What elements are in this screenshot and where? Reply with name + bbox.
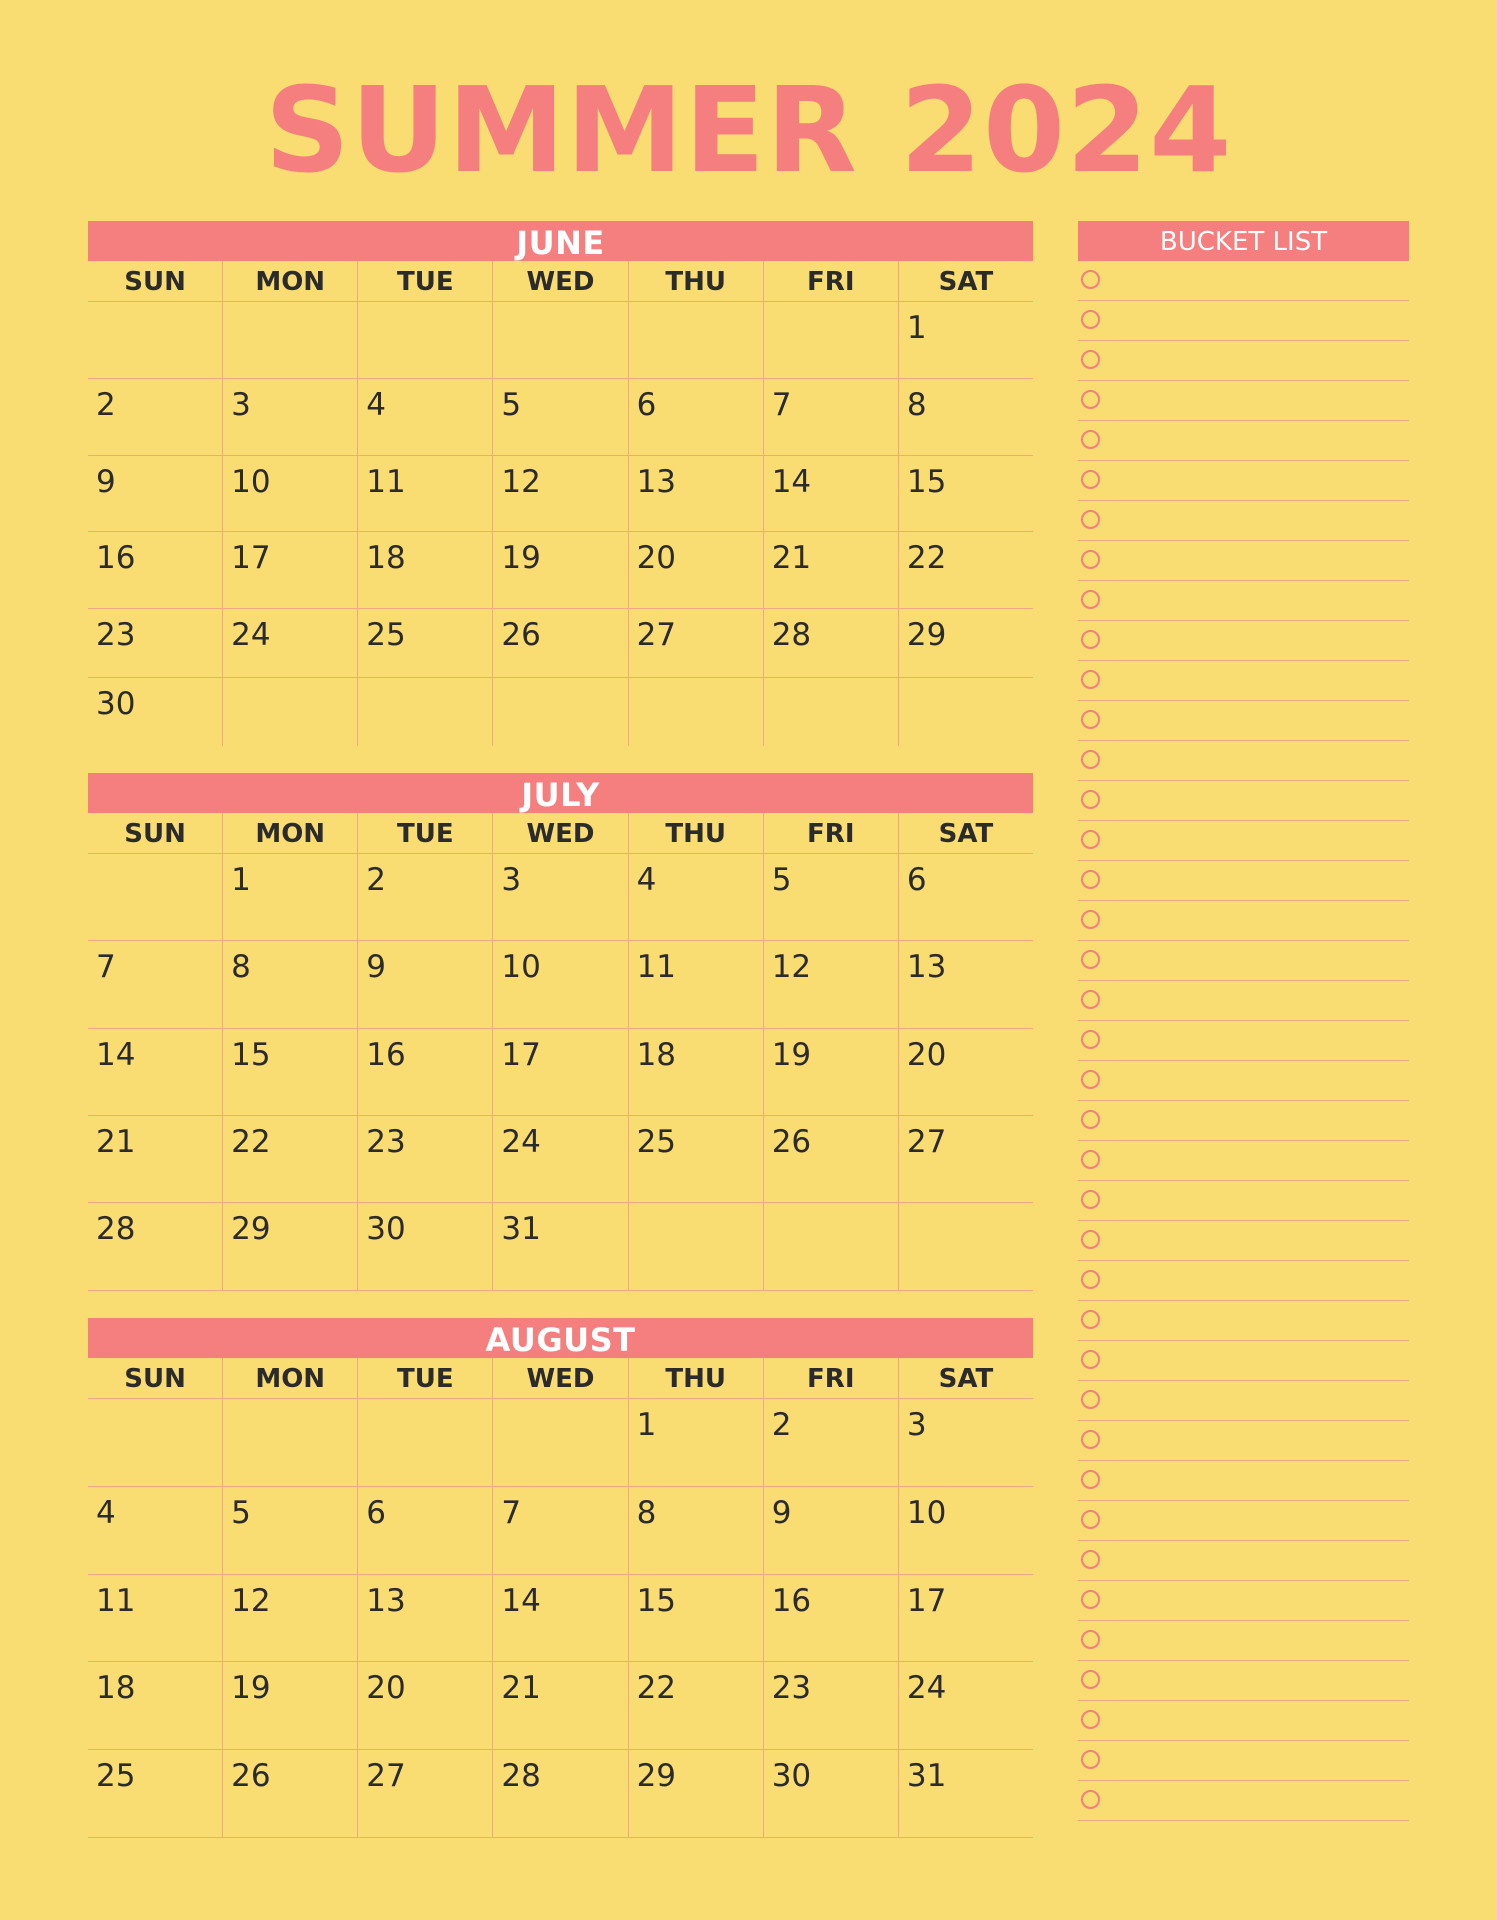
day-cell: 16 — [357, 1029, 492, 1115]
day-cell: 25 — [628, 1116, 763, 1202]
day-cell: 20 — [357, 1662, 492, 1749]
day-cell: 8 — [898, 379, 1033, 455]
bucket-list-item — [1078, 821, 1409, 861]
bucket-list-item — [1078, 1061, 1409, 1101]
day-cell: 10 — [222, 456, 357, 531]
day-cell: 22 — [628, 1662, 763, 1749]
bucket-list-item — [1078, 1141, 1409, 1181]
bucket-list-item — [1078, 981, 1409, 1021]
day-cell — [628, 678, 763, 746]
day-cell — [88, 302, 222, 378]
weekday-label: MON — [222, 261, 357, 301]
day-cell: 8 — [222, 941, 357, 1028]
circle-checkbox-icon — [1081, 870, 1100, 889]
week-row — [88, 1029, 1033, 1116]
bucket-list-item — [1078, 1581, 1409, 1621]
bucket-list-item — [1078, 381, 1409, 421]
circle-checkbox-icon — [1081, 1350, 1100, 1369]
day-cell: 26 — [492, 609, 627, 677]
bucket-list-item — [1078, 581, 1409, 621]
day-cell: 30 — [96, 686, 136, 722]
weekday-label: SAT — [898, 261, 1033, 301]
bucket-list-item — [1078, 661, 1409, 701]
week-row — [88, 1575, 1033, 1662]
day-cell: 14 — [763, 456, 898, 531]
month-title-august: AUGUST — [88, 1318, 1033, 1358]
bucket-list-item — [1078, 341, 1409, 381]
circle-checkbox-icon — [1081, 1110, 1100, 1129]
circle-checkbox-icon — [1081, 550, 1100, 569]
bucket-list-item — [1078, 1461, 1409, 1501]
circle-checkbox-icon — [1081, 750, 1100, 769]
weekday-label: TUE — [357, 813, 492, 853]
circle-checkbox-icon — [1081, 310, 1100, 329]
day-cell: 28 — [492, 1750, 627, 1837]
weekday-label: SUN — [124, 819, 186, 849]
day-cell: 18 — [357, 532, 492, 608]
bucket-list-item — [1078, 461, 1409, 501]
day-cell — [628, 1203, 763, 1290]
day-cell: 10 — [898, 1487, 1033, 1574]
bucket-list-item — [1078, 1261, 1409, 1301]
day-cell: 30 — [357, 1203, 492, 1290]
day-cell: 6 — [357, 1487, 492, 1574]
bucket-list — [1078, 221, 1409, 1821]
circle-checkbox-icon — [1081, 1430, 1100, 1449]
day-cell: 29 — [222, 1203, 357, 1290]
day-cell: 26 — [222, 1750, 357, 1837]
day-cell — [628, 302, 763, 378]
bucket-list-item — [1078, 861, 1409, 901]
day-cell: 20 — [628, 532, 763, 608]
day-cell: 28 — [96, 1211, 136, 1247]
day-cell: 10 — [492, 941, 627, 1028]
bucket-list-item — [1078, 261, 1409, 301]
weekday-label: THU — [628, 813, 763, 853]
weekday-label: FRI — [763, 261, 898, 301]
circle-checkbox-icon — [1081, 390, 1100, 409]
circle-checkbox-icon — [1081, 1510, 1100, 1529]
day-cell: 9 — [96, 464, 116, 500]
bucket-list-item — [1078, 1181, 1409, 1221]
day-cell: 24 — [898, 1662, 1033, 1749]
day-cell: 3 — [492, 854, 627, 940]
circle-checkbox-icon — [1081, 990, 1100, 1009]
weekday-label: SUN — [124, 267, 186, 297]
calendar-august — [88, 1318, 1033, 1838]
day-cell: 21 — [492, 1662, 627, 1749]
day-cell: 22 — [222, 1116, 357, 1202]
day-cell: 15 — [628, 1575, 763, 1661]
day-cell: 4 — [96, 1495, 116, 1531]
circle-checkbox-icon — [1081, 270, 1100, 289]
day-cell: 28 — [763, 609, 898, 677]
circle-checkbox-icon — [1081, 590, 1100, 609]
bucket-list-item — [1078, 301, 1409, 341]
circle-checkbox-icon — [1081, 790, 1100, 809]
circle-checkbox-icon — [1081, 1070, 1100, 1089]
week-row — [88, 1399, 1033, 1487]
month-title-july: JULY — [88, 773, 1033, 813]
weekday-label: MON — [222, 813, 357, 853]
week-row — [88, 1487, 1033, 1575]
weekday-label: FRI — [763, 813, 898, 853]
bucket-list-item — [1078, 421, 1409, 461]
weekday-label: TUE — [357, 261, 492, 301]
day-cell: 12 — [222, 1575, 357, 1661]
day-cell: 25 — [357, 609, 492, 677]
bucket-list-item — [1078, 901, 1409, 941]
weekday-label: FRI — [763, 1358, 898, 1398]
circle-checkbox-icon — [1081, 1590, 1100, 1609]
day-cell: 11 — [96, 1583, 136, 1619]
circle-checkbox-icon — [1081, 510, 1100, 529]
circle-checkbox-icon — [1081, 1230, 1100, 1249]
week-row — [88, 1116, 1033, 1203]
weekday-label: MON — [222, 1358, 357, 1398]
week-row — [88, 532, 1033, 609]
weekday-label: SAT — [898, 813, 1033, 853]
day-cell: 5 — [763, 854, 898, 940]
week-row — [88, 678, 1033, 746]
weekday-label: THU — [628, 261, 763, 301]
circle-checkbox-icon — [1081, 1550, 1100, 1569]
circle-checkbox-icon — [1081, 470, 1100, 489]
day-cell: 17 — [492, 1029, 627, 1115]
weekday-label: SAT — [898, 1358, 1033, 1398]
weekday-label: WED — [492, 261, 627, 301]
circle-checkbox-icon — [1081, 1710, 1100, 1729]
circle-checkbox-icon — [1081, 950, 1100, 969]
day-cell: 31 — [492, 1203, 627, 1290]
week-row — [88, 379, 1033, 456]
circle-checkbox-icon — [1081, 1390, 1100, 1409]
day-cell: 13 — [898, 941, 1033, 1028]
calendar-june — [88, 221, 1033, 746]
day-cell: 21 — [763, 532, 898, 608]
circle-checkbox-icon — [1081, 1270, 1100, 1289]
bucket-list-item — [1078, 701, 1409, 741]
bucket-list-item — [1078, 1501, 1409, 1541]
circle-checkbox-icon — [1081, 1150, 1100, 1169]
day-cell — [763, 678, 898, 746]
bucket-list-item — [1078, 1781, 1409, 1821]
day-cell: 9 — [357, 941, 492, 1028]
day-cell: 20 — [898, 1029, 1033, 1115]
bucket-list-item — [1078, 1661, 1409, 1701]
day-cell: 8 — [628, 1487, 763, 1574]
weekday-label: SUN — [124, 1364, 186, 1394]
day-cell: 1 — [222, 854, 357, 940]
day-cell: 17 — [222, 532, 357, 608]
day-cell: 7 — [492, 1487, 627, 1574]
day-cell — [357, 678, 492, 746]
day-cell: 19 — [222, 1662, 357, 1749]
day-cell: 13 — [357, 1575, 492, 1661]
day-cell — [492, 678, 627, 746]
day-cell: 19 — [492, 532, 627, 608]
bucket-list-item — [1078, 1221, 1409, 1261]
circle-checkbox-icon — [1081, 1190, 1100, 1209]
day-cell — [88, 854, 222, 940]
day-cell — [763, 302, 898, 378]
day-cell: 16 — [96, 540, 136, 576]
circle-checkbox-icon — [1081, 1310, 1100, 1329]
day-cell: 6 — [628, 379, 763, 455]
day-cell — [222, 302, 357, 378]
day-cell: 7 — [96, 949, 116, 985]
week-row — [88, 1203, 1033, 1291]
circle-checkbox-icon — [1081, 430, 1100, 449]
day-cell: 1 — [628, 1399, 763, 1486]
bucket-list-item — [1078, 941, 1409, 981]
day-cell: 12 — [763, 941, 898, 1028]
circle-checkbox-icon — [1081, 350, 1100, 369]
day-cell: 11 — [628, 941, 763, 1028]
weekday-label: TUE — [357, 1358, 492, 1398]
day-cell: 17 — [898, 1575, 1033, 1661]
day-cell: 30 — [763, 1750, 898, 1837]
circle-checkbox-icon — [1081, 1030, 1100, 1049]
week-row — [88, 1662, 1033, 1750]
bucket-list-item — [1078, 1381, 1409, 1421]
day-cell: 26 — [763, 1116, 898, 1202]
day-cell — [898, 1203, 1033, 1290]
day-cell: 18 — [96, 1670, 136, 1706]
circle-checkbox-icon — [1081, 710, 1100, 729]
page-title: SUMMER 2024 — [264, 61, 1233, 199]
bucket-list-item — [1078, 1741, 1409, 1781]
day-cell: 1 — [898, 302, 1033, 378]
circle-checkbox-icon — [1081, 670, 1100, 689]
bucket-list-item — [1078, 1341, 1409, 1381]
day-cell: 12 — [492, 456, 627, 531]
weekday-label: WED — [492, 813, 627, 853]
day-cell: 23 — [357, 1116, 492, 1202]
bucket-list-title: BUCKET LIST — [1078, 221, 1409, 261]
day-cell: 6 — [898, 854, 1033, 940]
day-cell — [88, 1399, 222, 1486]
day-cell: 23 — [96, 617, 136, 653]
circle-checkbox-icon — [1081, 1470, 1100, 1489]
bucket-list-item — [1078, 1421, 1409, 1461]
week-row — [88, 941, 1033, 1029]
day-cell: 24 — [492, 1116, 627, 1202]
day-cell — [222, 678, 357, 746]
day-cell: 23 — [763, 1662, 898, 1749]
month-title-june: JUNE — [88, 221, 1033, 261]
weekday-label: WED — [492, 1358, 627, 1398]
day-cell: 18 — [628, 1029, 763, 1115]
circle-checkbox-icon — [1081, 1670, 1100, 1689]
day-cell: 7 — [763, 379, 898, 455]
circle-checkbox-icon — [1081, 1790, 1100, 1809]
weekday-header-row — [88, 1358, 1033, 1399]
day-cell: 4 — [357, 379, 492, 455]
bucket-list-item — [1078, 621, 1409, 661]
week-row — [88, 1750, 1033, 1838]
bucket-list-item — [1078, 1101, 1409, 1141]
circle-checkbox-icon — [1081, 1750, 1100, 1769]
day-cell: 2 — [763, 1399, 898, 1486]
week-row — [88, 854, 1033, 941]
day-cell — [357, 302, 492, 378]
week-row — [88, 609, 1033, 678]
day-cell: 9 — [763, 1487, 898, 1574]
week-row — [88, 302, 1033, 379]
day-cell: 4 — [628, 854, 763, 940]
day-cell: 2 — [96, 387, 116, 423]
bucket-list-item — [1078, 781, 1409, 821]
day-cell: 2 — [357, 854, 492, 940]
day-cell: 29 — [628, 1750, 763, 1837]
day-cell: 29 — [898, 609, 1033, 677]
bucket-list-item — [1078, 741, 1409, 781]
circle-checkbox-icon — [1081, 630, 1100, 649]
day-cell: 5 — [222, 1487, 357, 1574]
weekday-header-row — [88, 813, 1033, 854]
day-cell — [222, 1399, 357, 1486]
day-cell — [492, 302, 627, 378]
day-cell: 14 — [492, 1575, 627, 1661]
bucket-list-item — [1078, 1701, 1409, 1741]
day-cell: 31 — [898, 1750, 1033, 1837]
week-row — [88, 456, 1033, 532]
day-cell: 24 — [222, 609, 357, 677]
circle-checkbox-icon — [1081, 1630, 1100, 1649]
bucket-list-item — [1078, 1021, 1409, 1061]
day-cell: 22 — [898, 532, 1033, 608]
day-cell: 3 — [222, 379, 357, 455]
bucket-list-item — [1078, 501, 1409, 541]
day-cell: 16 — [763, 1575, 898, 1661]
weekday-label: THU — [628, 1358, 763, 1398]
day-cell: 19 — [763, 1029, 898, 1115]
day-cell: 5 — [492, 379, 627, 455]
weekday-header-row — [88, 261, 1033, 302]
day-cell: 27 — [357, 1750, 492, 1837]
day-cell: 27 — [628, 609, 763, 677]
bucket-list-item — [1078, 1621, 1409, 1661]
day-cell: 27 — [898, 1116, 1033, 1202]
day-cell — [357, 1399, 492, 1486]
day-cell: 15 — [222, 1029, 357, 1115]
day-cell: 25 — [96, 1758, 136, 1794]
day-cell: 11 — [357, 456, 492, 531]
day-cell — [898, 678, 1033, 746]
bucket-list-item — [1078, 1541, 1409, 1581]
day-cell — [492, 1399, 627, 1486]
day-cell: 15 — [898, 456, 1033, 531]
circle-checkbox-icon — [1081, 910, 1100, 929]
day-cell: 14 — [96, 1037, 136, 1073]
day-cell: 3 — [898, 1399, 1033, 1486]
day-cell: 21 — [96, 1124, 136, 1160]
day-cell: 13 — [628, 456, 763, 531]
bucket-list-item — [1078, 1301, 1409, 1341]
calendar-july — [88, 773, 1033, 1291]
day-cell — [763, 1203, 898, 1290]
circle-checkbox-icon — [1081, 830, 1100, 849]
bucket-list-item — [1078, 541, 1409, 581]
